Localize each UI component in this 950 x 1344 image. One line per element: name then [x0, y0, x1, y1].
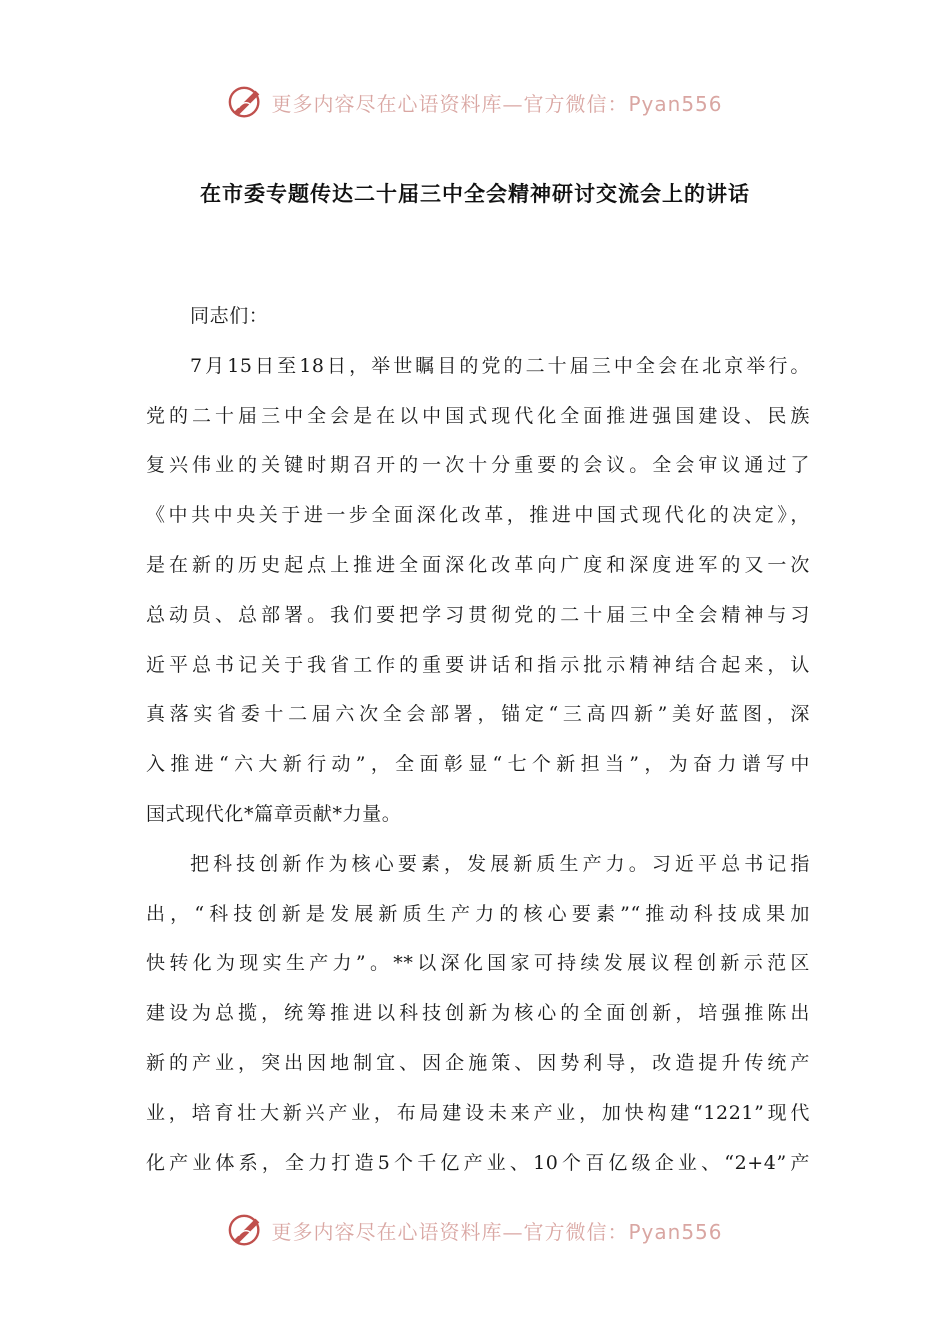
- text-line: 复兴伟业的关键时期召开的一次十分重要的会议。全会审议通过了: [146, 454, 810, 477]
- text-line: 业，培育壮大新兴产业，布局建设未来产业，加快构建“1221”现代: [146, 1101, 810, 1124]
- watermark-text: 更多内容尽在心语资料库—官方微信：Pyan556: [271, 91, 723, 116]
- text-line: 建设为总揽，统筹推进以科技创新为核心的全面创新，培强推陈出: [146, 1002, 810, 1025]
- text-line: 入推进“六大新行动”，全面彰显“七个新担当”，为奋力谱写中: [146, 753, 810, 776]
- pen-logo-icon: [227, 83, 265, 121]
- text-line: 新的产业，突出因地制宜、因企施策、因势利导，改造提升传统产: [146, 1051, 810, 1074]
- text-line: 出，“科技创新是发展新质生产力的核心要素”“推动科技成果加: [146, 902, 810, 925]
- text-line: 近平总书记关于我省工作的重要讲话和指示批示精神结合起来，认: [146, 653, 810, 676]
- footer-watermark: [0, 1208, 950, 1252]
- text-line: 化产业体系，全力打造5个千亿产业、10个百亿级企业、“2+4”产: [146, 1151, 810, 1174]
- watermark-id: Pyan556: [628, 91, 723, 116]
- paragraph-2: [146, 840, 810, 1189]
- text-line: 国式现代化*篇章贡献*力量。: [146, 802, 402, 825]
- header-watermark: [0, 80, 950, 124]
- text-line: 快转化为现实生产力”。**以深化国家可持续发展议程创新示范区: [146, 952, 810, 975]
- watermark-text: 更多内容尽在心语资料库—官方微信：Pyan556: [271, 1219, 723, 1244]
- text-line: 是在新的历史起点上推进全面深化改革向广度和深度进军的又一次: [146, 553, 810, 576]
- text-line: 真落实省委十二届六次全会部署，锚定“三高四新”美好蓝图，深: [146, 703, 810, 726]
- document-title: 在市委专题传达二十届三中全会精神研讨交流会上的讲话: [200, 182, 750, 206]
- paragraph-1: [146, 342, 810, 840]
- salutation: 同志们：: [190, 305, 269, 327]
- text-line: 党的二十届三中全会是在以中国式现代化全面推进强国建设、民族: [146, 404, 810, 427]
- text-line: 把科技创新作为核心要素，发展新质生产力。习近平总书记指: [190, 852, 810, 875]
- document-body: [146, 292, 810, 1188]
- text-line: 总动员、总部署。我们要把学习贯彻党的二十届三中全会精神与习: [146, 603, 810, 626]
- text-line: 7月15日至18日，举世瞩目的党的二十届三中全会在北京举行。: [190, 354, 810, 377]
- pen-logo-icon: [227, 1211, 265, 1249]
- text-line: 《中共中央关于进一步全面深化改革，推进中国式现代化的决定》，: [146, 504, 810, 527]
- watermark-id: Pyan556: [628, 1219, 723, 1244]
